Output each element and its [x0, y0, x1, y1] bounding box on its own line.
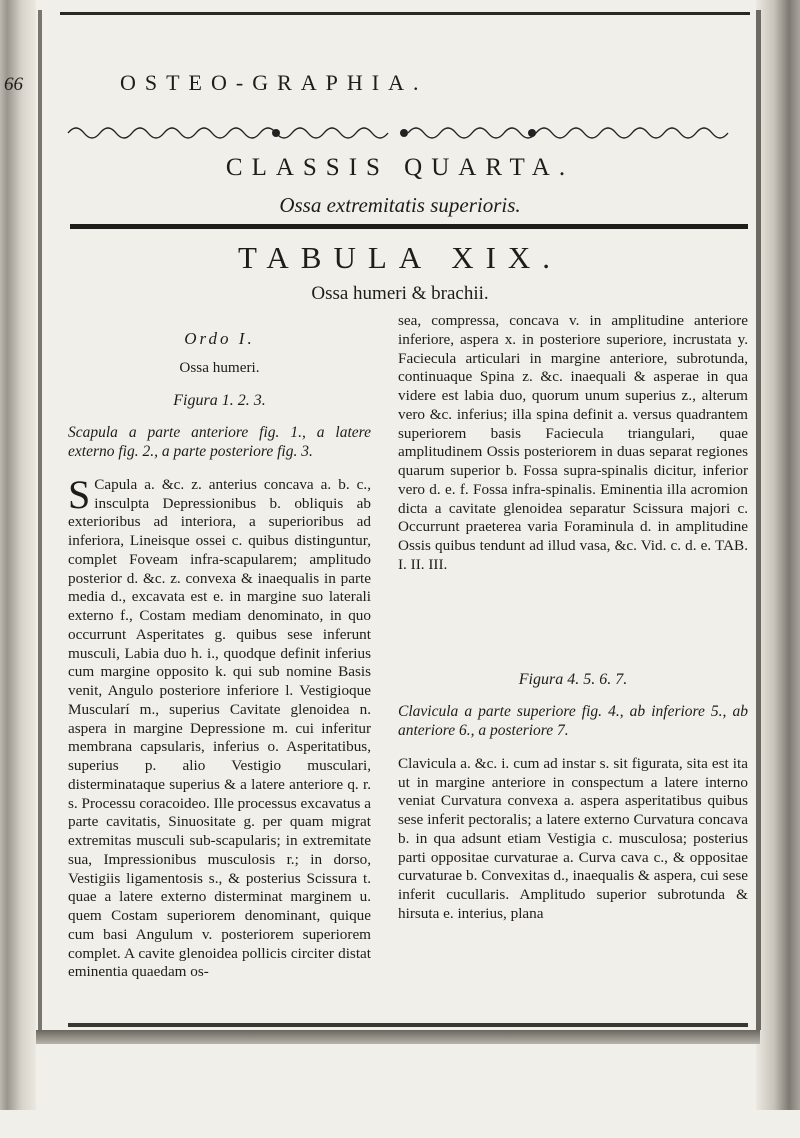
bottom-rule [68, 1023, 748, 1027]
section-rule [70, 224, 748, 229]
figure-label: Figura 1. 2. 3. [173, 391, 266, 409]
plate-subtitle: Ossa humeri & brachii. [311, 283, 489, 304]
class-subtitle: Ossa extremitatis superioris. [279, 193, 521, 217]
figure-label-2: Figura 4. 5. 6. 7. [518, 670, 628, 688]
figure-caption-2: Clavicula a parte superiore fig. 4., ab inferiore 5., ab anteriore 6., a posteriore 7. [398, 703, 748, 739]
class-heading: CLASSIS QUARTA. [225, 154, 575, 181]
figure-caption: Scapula a parte anteriore fig. 1., a latere externo fig. 2., a parte posteriore fig. 3. [68, 424, 371, 460]
scapula-body: Capula a. &c. z. anterius concava a. b. c., insculpta Depressionibus b. obliquis ab exterioribus ad interiora, a superioribus ad inferiora, Lineisque ossei c. quibus distinguntur, complet Foveam infra-scapularem; amplitudo posterior d. &c. z. convexa & inaequalis in parte media d., excavata est e. in margine suo laterali externo f., Costam mediam denominato, in quo occurrunt Asperitates g. quibus sese inferunt musculi, Labia duo h. i., quodque definit inferius cum margine opposito k. qui sub nomine Basis venit, Angulo posteriore inferiore l. Vestigioque Muscularí m., superius Cavitate glenoidea n. aspera in margine Depressione m. cui inferitur membrana capsularis, inferius o. Asperitatibus, superius p. alio Vestigio musculari, disterminataque superius & a latere anteriore q. r. s. Processu coracoideo. Ille processus excavatus a parte cavitatis, Sinuositate g. per quam migrat extremitas musculi sub-scapularis; in extremitate sua, Impressionibus musculosis r.; in dorso, Vestigiis ligamentosis s., & posterius Scissura t. quae a latere externo disterminat marginem u. quem Costam superiorem denominant, quique cum basi Angulum v. posteriorem superiorem complet. A cavite glenoidea pollicis circiter distat eminentia quaedam os- [68, 475, 371, 981]
right-column [398, 312, 748, 924]
clavicula-description: Clavicula a. &c. i. cum ad instar s. sit figurata, sita est ita ut in margine anteriore in conspectum a latere interno veniat Curvatura convexa a. aspera asperitatibus quibus sese inferit pectoralis; a latere externo Curvatura concava b. in qua adsunt etiam Vestigia c. musculosa; posterius parti oppositae curvaturae a. Curva cava c., & oppositae curvaturae b. Convexitas d., inaequalis & aspera, cui sese inferit cucullaris. Amplitudo superior subrotunda & hirsuta e. interius, plana [398, 754, 748, 922]
scapula-description-continued: sea, compressa, concava v. in amplitudine anteriore inferiore, aspera x. in posteriore superiore, incrustata y. Faciecula articulari in margine anteriore, subrotunda, continuaque Spina z. &c. inaequali & asperae in qua videre est labia duo, quorum unum superius z., alterum vero &c. inferius; illa spina definit a. versus quadrantem superiorem basis Faciecula triangulari, quae amplitudinem Ossis posteriorem in duas separat regiones quarum superior b. Fossa supra-spinalis dicitur, inferior vero d. e. f. Fossa infra-spinalis. Eminentia illa acromion dicta a cavitate glenoidea separatur Scissura majori c. Occurrunt praeterea varia Foraminula d. in amplitudine Ossis quibus tendunt ad illud vasa, &c. Vid. c. d. e. TAB. I. II. III. [398, 312, 748, 573]
page-number: 66 [4, 74, 23, 95]
scapula-description [68, 471, 371, 982]
ossa-humeri-label: Ossa humeri. [179, 358, 260, 376]
bottom-edge [36, 1030, 760, 1044]
ornament-band [64, 123, 744, 143]
drop-cap: S [68, 471, 91, 517]
running-title: OSTEO-GRAPHIA. [120, 70, 428, 95]
ordo-heading: Ordo I. [184, 329, 255, 348]
plate-heading: TABULA XIX. [237, 240, 563, 275]
left-column [68, 304, 371, 982]
top-rule [60, 12, 750, 15]
